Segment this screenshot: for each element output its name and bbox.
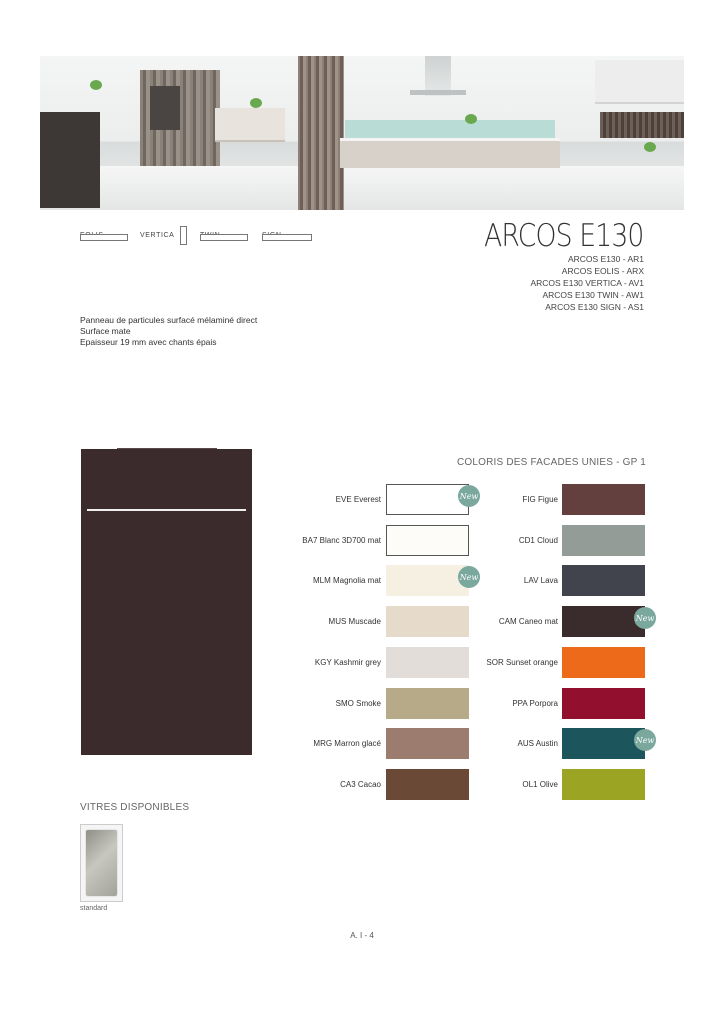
- plant-icon: [644, 142, 656, 152]
- reference-item: ARCOS E130 VERTICA - AV1: [530, 278, 644, 288]
- swatch-label: MLM Magnolia mat: [312, 576, 381, 585]
- colour-swatch: [562, 728, 645, 759]
- product-description: [80, 315, 257, 348]
- swatch-label: MRG Marron glacé: [313, 739, 381, 748]
- door-sample: [81, 449, 252, 755]
- reference-item: ARCOS E130 SIGN - AS1: [545, 302, 644, 312]
- photo-wall-cabinet: [595, 60, 684, 104]
- swatch-label: PPA Porpora: [512, 699, 558, 708]
- swatch-label: LAV Lava: [523, 576, 558, 585]
- colour-swatch: [562, 565, 645, 596]
- description-line: Epaisseur 19 mm avec chants épais: [80, 337, 217, 347]
- page-number: A. I - 4: [350, 931, 374, 940]
- variant-twin: [200, 224, 220, 242]
- photo-oven: [150, 86, 180, 130]
- new-badge-icon: New: [634, 607, 656, 629]
- colour-swatch: [562, 647, 645, 678]
- eolis-profile-icon: [80, 234, 128, 241]
- plant-icon: [250, 98, 262, 108]
- sign-profile-icon: [262, 234, 312, 241]
- reference-item: ARCOS E130 TWIN - AW1: [542, 290, 644, 300]
- variant-vertica: [140, 224, 174, 242]
- swatch-label: OL1 Olive: [522, 780, 558, 789]
- swatch-label: CA3 Cacao: [340, 780, 381, 789]
- swatch-label: EVE Everest: [335, 495, 381, 504]
- photo-dark-wall: [40, 112, 100, 208]
- swatch-label: SOR Sunset orange: [486, 658, 558, 667]
- colour-swatch: [562, 606, 645, 637]
- swatch-label: AUS Austin: [517, 739, 558, 748]
- new-badge-icon: New: [458, 485, 480, 507]
- colour-swatch: [562, 769, 645, 800]
- new-badge-icon: New: [458, 566, 480, 588]
- photo-floor: [40, 166, 684, 210]
- description-line: Panneau de particules surfacé mélaminé direct: [80, 315, 258, 325]
- colour-swatch: [562, 688, 645, 719]
- colour-swatch: [562, 484, 645, 515]
- vitre-standard-sample: [80, 824, 123, 902]
- swatch-label: CAM Caneo mat: [498, 617, 558, 626]
- variant-sign: [262, 224, 282, 242]
- photo-splashback: [345, 120, 555, 138]
- description-line: Surface mate: [80, 326, 131, 336]
- photo-counter: [215, 108, 285, 142]
- swatch-label: MUS Muscade: [328, 617, 381, 626]
- colours-section-title: COLORIS DES FACADES UNIES - GP 1: [457, 457, 647, 468]
- photo-hood-base: [410, 90, 466, 95]
- variant-strip: [80, 224, 320, 246]
- swatch-label: FIG Figue: [522, 495, 558, 504]
- photo-wood-shelf: [600, 112, 684, 138]
- door-top-edge: [117, 448, 217, 449]
- new-badge-icon: New: [634, 729, 656, 751]
- swatch-label: BA7 Blanc 3D700 mat: [302, 536, 381, 545]
- door-handle-groove: [87, 509, 246, 511]
- glass-icon: [85, 829, 118, 897]
- swatch-label: SMO Smoke: [335, 699, 381, 708]
- twin-profile-icon: [200, 234, 248, 241]
- vertica-profile-icon: [180, 226, 187, 245]
- kitchen-photo: [40, 56, 684, 210]
- photo-wood-column: [298, 56, 344, 210]
- swatch-label: CD1 Cloud: [518, 536, 558, 545]
- colour-swatch: [562, 525, 645, 556]
- plant-icon: [465, 114, 477, 124]
- vitre-label: standard: [80, 905, 108, 912]
- reference-item: ARCOS E130 - AR1: [567, 254, 644, 264]
- swatch-label: KGY Kashmir grey: [314, 658, 381, 667]
- reference-list: [530, 253, 644, 313]
- plant-icon: [90, 80, 102, 90]
- variant-eolis: [80, 224, 104, 242]
- reference-item: ARCOS EOLIS - ARX: [561, 266, 644, 276]
- product-title: ARCOS E130: [484, 218, 644, 254]
- variant-label: VERTICA: [140, 232, 175, 239]
- vitres-title: VITRES DISPONIBLES: [80, 802, 190, 813]
- photo-island: [340, 138, 560, 168]
